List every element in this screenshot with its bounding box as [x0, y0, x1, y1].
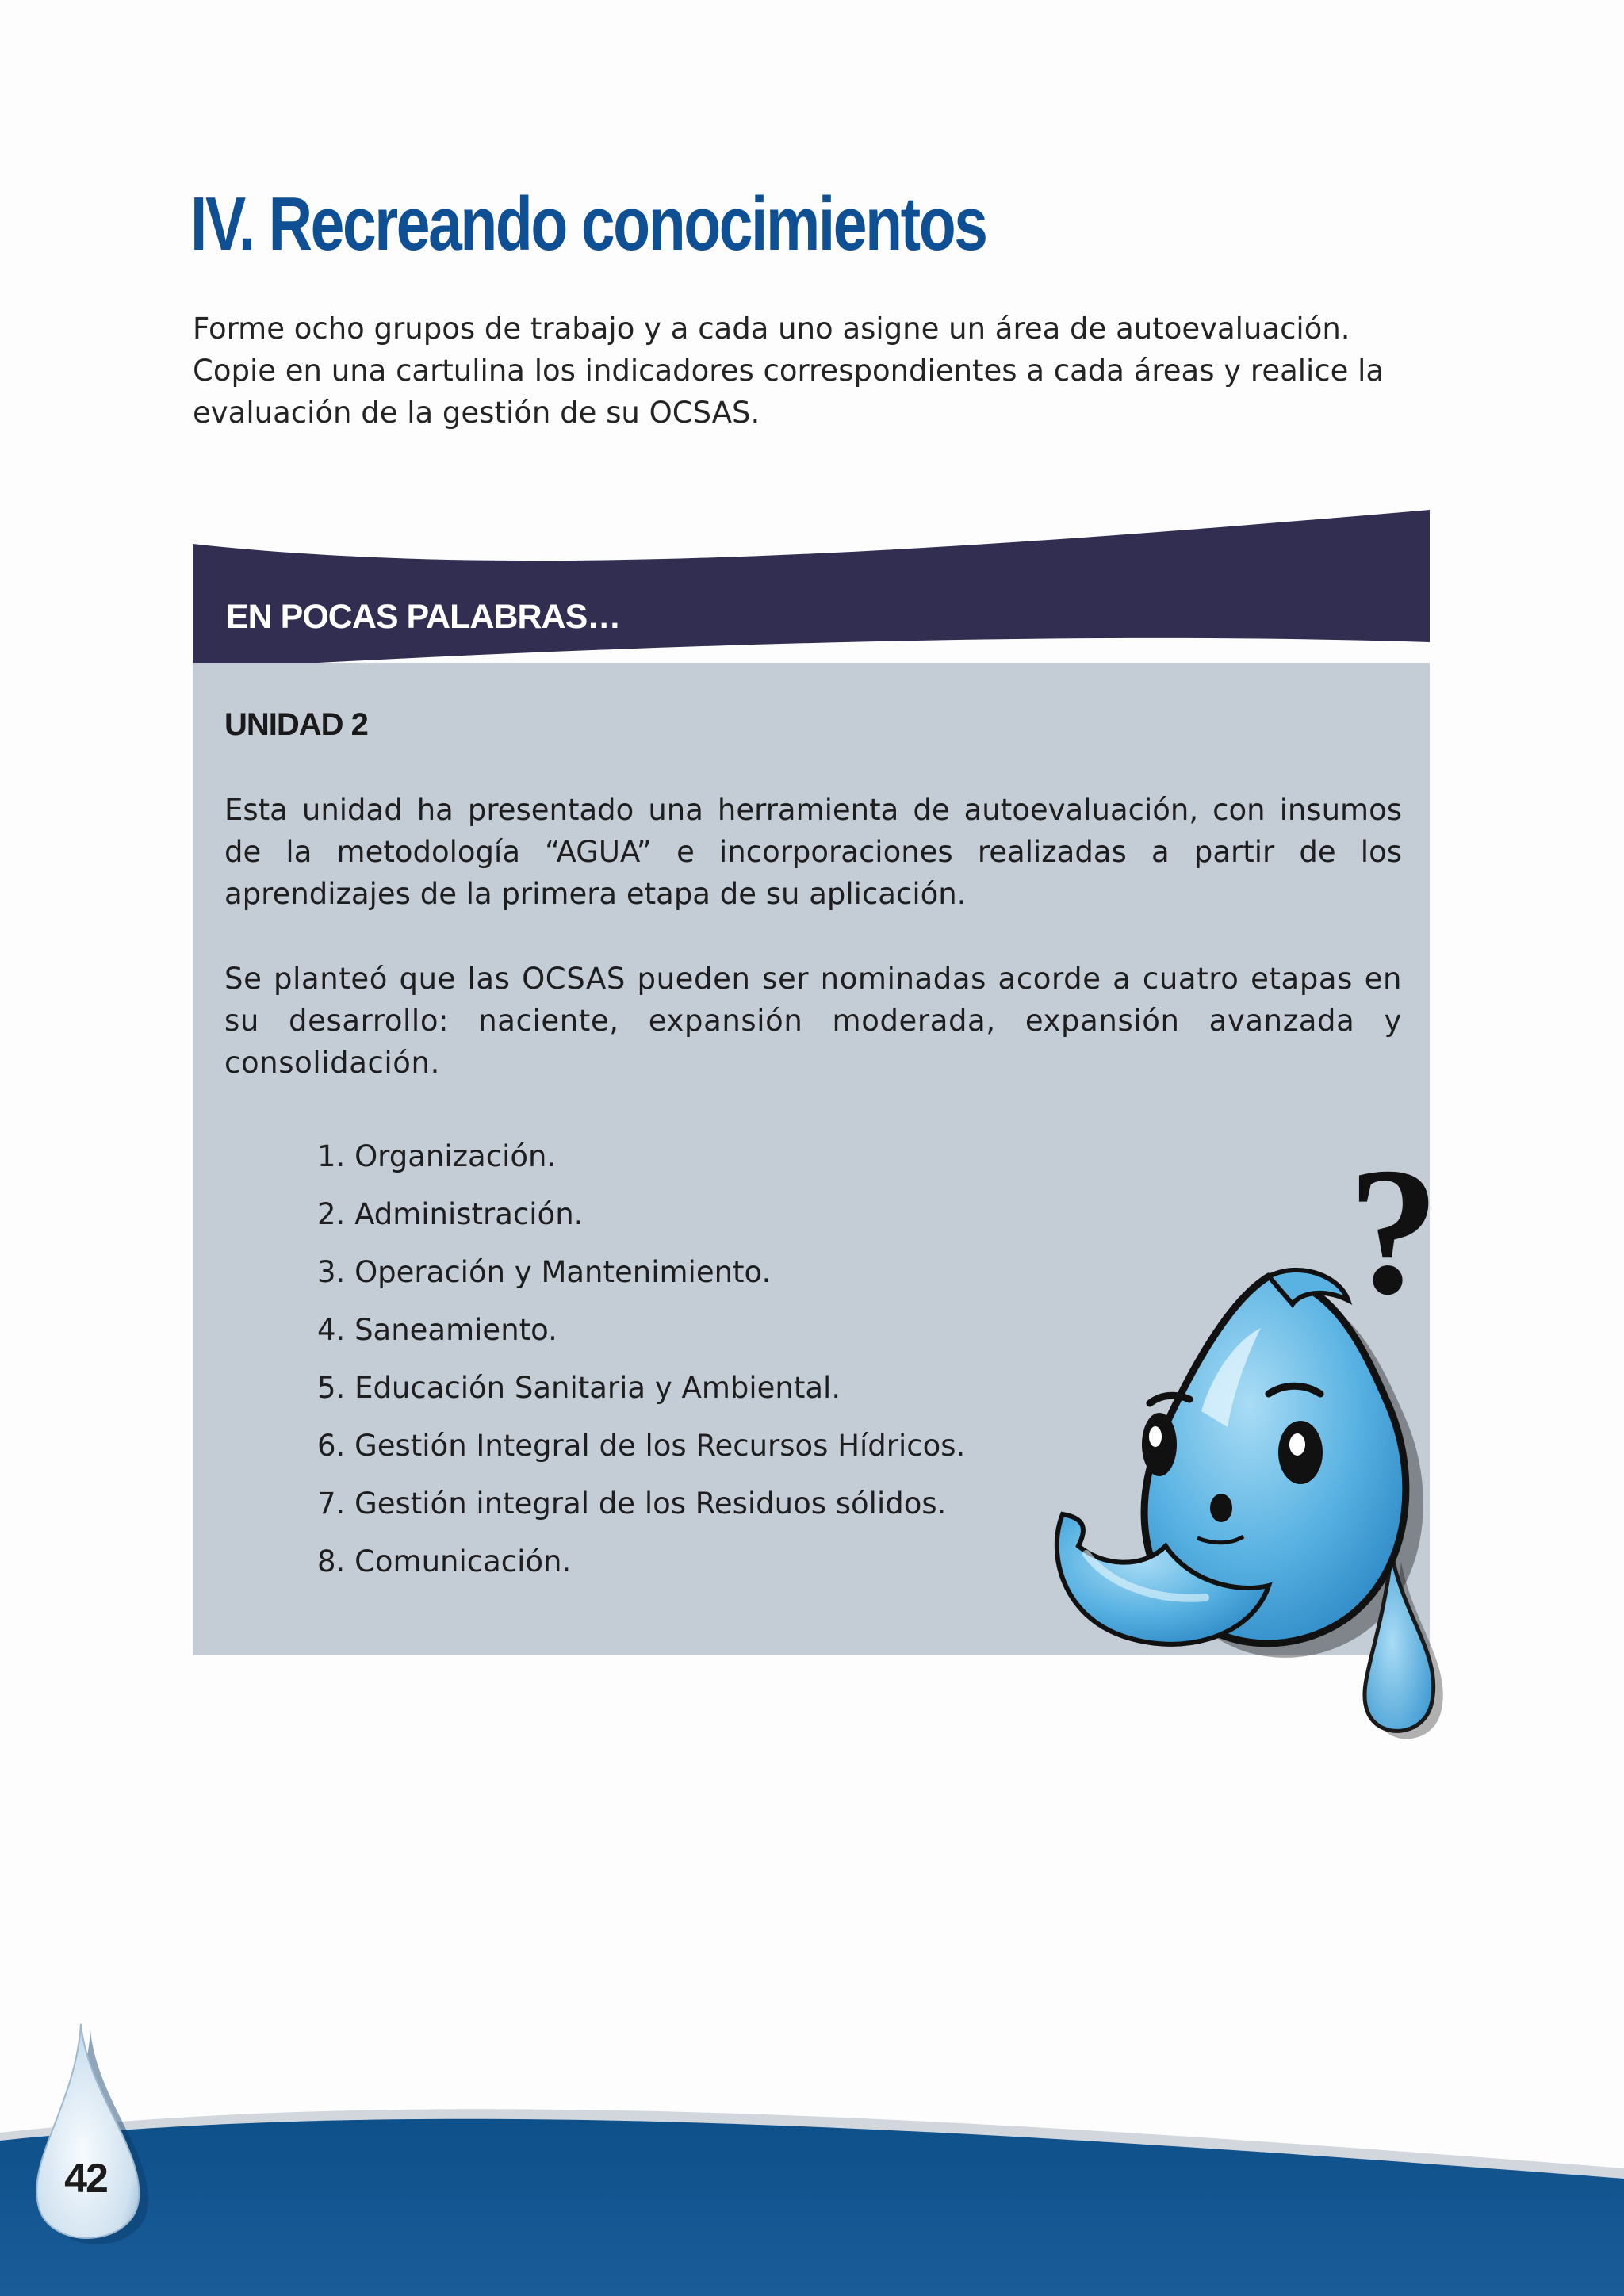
footer-wave	[0, 2093, 1624, 2296]
unit-title: UNIDAD 2	[224, 707, 368, 742]
list-item: 5. Educación Sanitaria y Ambiental.	[317, 1371, 841, 1405]
intro-line-2: Copie en una cartulina los indicadores correspondientes a cada áreas y realice la evaluación de la gestión de su OCSAS.	[193, 354, 1385, 430]
summary-box-header-wave	[193, 507, 1430, 666]
list-item: 6. Gestión Integral de los Recursos Hídricos.	[317, 1429, 966, 1463]
summary-paragraph-1: Esta unidad ha presentado una herramienta de autoevaluación, con insumos de la metodología “AGUA” e incorporaciones realizadas a partir de los aprendizajes de la primera etapa de su aplicación.	[224, 793, 1402, 911]
summary-paragraph-2: Se planteó que las OCSAS pueden ser nominadas acorde a cuatro etapas en su desarrollo: naciente, expansión moderada, expansión avanzada y consolidación.	[224, 962, 1402, 1080]
water-drop-icon	[24, 2020, 159, 2258]
question-mark-icon: ?	[1348, 1142, 1439, 1332]
list-item: 3. Operación y Mantenimiento.	[317, 1255, 772, 1289]
list-item: 1. Organización.	[317, 1139, 557, 1173]
page-number: 42	[64, 2156, 107, 2202]
page-title: IV. Recreando conocimientos	[190, 182, 986, 266]
intro-text	[193, 308, 1430, 434]
water-drop-mascot	[1031, 1142, 1475, 1760]
list-item: 2. Administración.	[317, 1197, 584, 1231]
summary-box-heading: EN POCAS PALABRAS…	[226, 598, 621, 636]
areas-list	[317, 1127, 965, 1590]
intro-line-1: Forme ocho grupos de trabajo y a cada uno asigne un área de autoevaluación.	[193, 312, 1350, 346]
list-item: 4. Saneamiento.	[317, 1313, 557, 1347]
list-item: 8. Comunicación.	[317, 1544, 572, 1578]
list-item: 7. Gestión integral de los Residuos sólidos.	[317, 1487, 947, 1521]
